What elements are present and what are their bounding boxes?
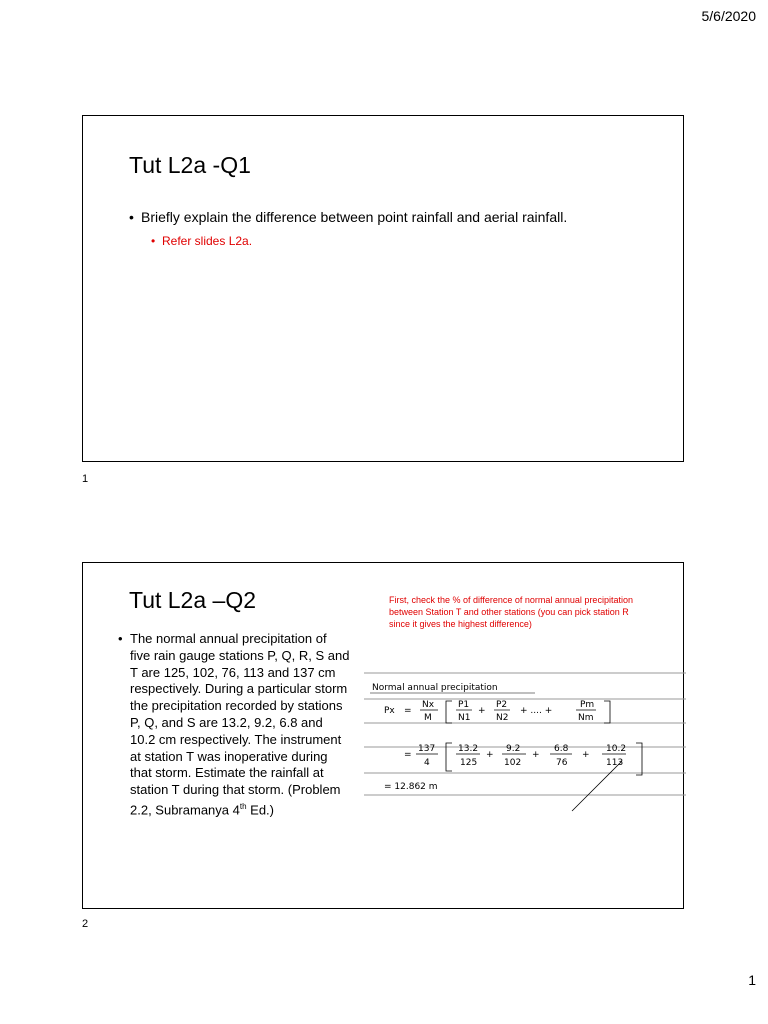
hand-calc1-den: 125 [460,758,478,768]
bullet-dot-icon: • [118,631,123,646]
hand-calc-coef-den: 4 [424,758,430,768]
hand-eq: = [404,706,412,716]
page-date: 5/6/2020 [701,8,756,24]
hand-calc-coef-num: 137 [418,744,436,754]
hand-term1-den: N1 [458,713,471,723]
slide-1-title: Tut L2a -Q1 [129,152,251,178]
page-number: 1 [748,972,756,988]
slide-2-bullet-text: The normal annual precipitation of five rain gauge stations P, Q, R, S and T are 125, 102, 76, 113 and 137 cm respectively. During a particular storm the precipitation recorded by stations P, Q, and S are 13.2, 9.2, 6.8 and 10.2 cm respectively. The instrument at station T was inoperative during that storm. Estimate the rainfall at station T during that storm. (Problem 2.2, Subramanya 4 [130,631,350,818]
svg-text:+: + [532,750,540,760]
slide-1-bullet-1 [129,209,661,226]
hand-calc4-den: 113 [606,758,624,768]
hand-calc1-num: 13.2 [458,744,479,754]
hand-heading: Normal annual precipitation [372,683,498,693]
hand-stroke-mark [572,761,622,811]
svg-text:+: + [582,750,590,760]
bullet-dot-icon: • [129,209,134,225]
hand-term1-num: P1 [458,700,470,710]
slide-2-red-note: First, check the % of difference of normal annual precipitation between Station T and other stations (you can pick station R since it gives the highest difference) [389,595,633,629]
superscript-th: th [239,801,247,811]
svg-text:+: + [478,706,486,716]
hand-calc2-den: 102 [504,758,522,768]
slide-2-title: Tut L2a –Q2 [129,587,257,613]
handwritten-notes-image [360,665,690,815]
slide-2-number: 2 [82,918,89,930]
hand-ellipsis: + .... + [520,706,553,716]
hand-result: = 12.862 m [384,782,438,792]
slide-1-sub-bullet-text: Refer slides L2a. [162,234,253,248]
hand-lhs: Px [384,706,395,716]
hand-term2-num: P2 [496,700,508,710]
hand-coef-num: Nx [422,700,435,710]
slide-1-bullet-1-text: Briefly explain the difference between point rainfall and aerial rainfall. [141,209,568,225]
slide-1 [82,115,684,462]
hand-calc3-den: 76 [556,758,568,768]
svg-text:+: + [486,750,494,760]
hand-term3-den: Nm [578,713,594,723]
hand-term2-den: N2 [496,713,509,723]
bullet-dot-icon: • [151,234,156,248]
slide-1-sub-bullet [151,233,253,250]
slide-2-bullet-tail: Ed.) [246,802,274,818]
hand-coef-den: M [424,713,432,723]
hand-calc2-num: 9.2 [506,744,521,754]
hand-calc3-num: 6.8 [554,744,569,754]
hand-term3-num: Pm [580,700,595,710]
hand-calc4-num: 10.2 [606,744,627,754]
slide-1-number: 1 [82,473,89,485]
slide-2-bullet-1 [118,631,350,819]
svg-text:=: = [404,750,412,760]
